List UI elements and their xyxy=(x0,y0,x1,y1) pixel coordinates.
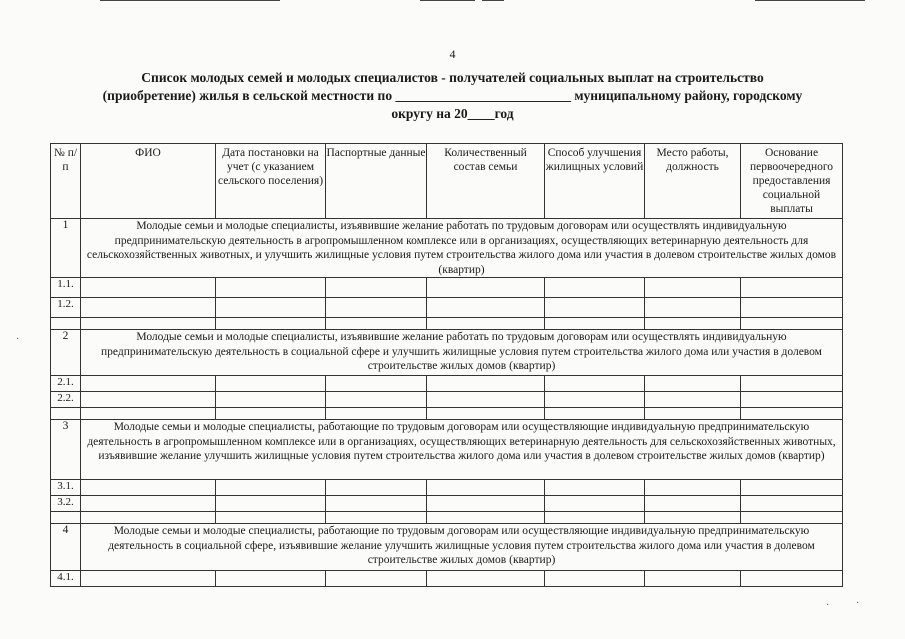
row-number: 2.2. xyxy=(51,392,81,408)
section-description: Молодые семьи и молодые специалисты, изъявившие желание работать по трудовым договорам или осуществлять индивидуальную предпринимательскую деятельность в агропромышленном комплексе или в организациях, осуществляющих ветеринарную деятельность для сельскохозяйственных животных, и улучшить жилищные условия путем строительства жилого дома или участия в долевом строительстве жилых домов (квартир) xyxy=(81,219,843,278)
header-cell-number: № п/п xyxy=(51,144,81,219)
scan-top-rule xyxy=(482,0,504,1)
title-line-1: Список молодых семей и молодых специалистов - получателей социальных выплат на строительство xyxy=(141,70,764,85)
title-line-3: округу на 20____год xyxy=(391,106,514,121)
table-header-row xyxy=(51,144,843,219)
scan-top-rule xyxy=(100,0,280,1)
header-cell-improvement-method: Способ улучшения жилищных условий xyxy=(545,144,645,219)
document-title xyxy=(40,69,865,123)
scan-top-rule xyxy=(420,0,475,1)
spacer-row xyxy=(51,408,843,420)
row-number: 4.1. xyxy=(51,571,81,587)
table-row xyxy=(51,496,843,512)
header-cell-family-size: Количественный состав семьи xyxy=(427,144,545,219)
header-cell-passport: Паспортные данные xyxy=(326,144,427,219)
page-number: 4 xyxy=(449,47,456,61)
header-cell-registration-date: Дата постановки на учет (с указанием сельского поселения) xyxy=(216,144,326,219)
section-row xyxy=(51,524,843,571)
table-row xyxy=(51,376,843,392)
section-description: Молодые семьи и молодые специалисты, работающие по трудовым договорам или осуществляющие индивидуальную предпринимательскую деятельность в агропромышленном комплексе или в организациях, осуществляющих ветеринарную деятельность для сельскохозяйственных животных, изъявившие желание улучшить жилищные условия путем строительства жилого дома или участия в долевом строительстве жилых домов (квартир) xyxy=(81,420,843,480)
title-line-2: (приобретение) жилья в сельской местности по __________________________ муниципальному району, городскому xyxy=(102,88,803,103)
table-row xyxy=(51,571,843,587)
section-description: Молодые семьи и молодые специалисты, работающие по трудовым договорам или осуществляющие индивидуальную предпринимательскую деятельность в социальной сфере, изъявившие желание улучшить жилищные условия путем строительства жилого дома или участия в долевом строительстве жилых домов (квартир) xyxy=(81,524,843,571)
row-number: 1.2. xyxy=(51,298,81,318)
section-row xyxy=(51,420,843,480)
table-row xyxy=(51,392,843,408)
header-cell-workplace: Место работы, должность xyxy=(645,144,741,219)
row-number: 3.1. xyxy=(51,480,81,496)
recipients-table xyxy=(50,143,843,587)
scan-speck: · xyxy=(856,598,860,609)
section-row xyxy=(51,330,843,376)
table-row xyxy=(51,480,843,496)
row-number: 3.2. xyxy=(51,496,81,512)
header-cell-priority-basis: Основание первоочередного предоставления социальной выплаты xyxy=(741,144,843,219)
section-row xyxy=(51,219,843,278)
section-number: 4 xyxy=(51,524,81,571)
section-number: 2 xyxy=(51,330,81,376)
scan-top-rule xyxy=(755,0,865,1)
section-description: Молодые семьи и молодые специалисты, изъявившие желание работать по трудовым договорам или осуществлять индивидуальную предпринимательскую деятельность в социальной сфере и улучшить жилищные условия путем строительства жилого дома или участия в долевом строительстве жилых домов (квартир) xyxy=(81,330,843,376)
scan-speck: · xyxy=(16,334,20,345)
section-number: 3 xyxy=(51,420,81,480)
scan-speck: · xyxy=(826,600,830,611)
row-number: 2.1. xyxy=(51,376,81,392)
row-number: 1.1. xyxy=(51,278,81,298)
table-row xyxy=(51,298,843,318)
table-row xyxy=(51,278,843,298)
spacer-row xyxy=(51,512,843,524)
section-number: 1 xyxy=(51,219,81,278)
spacer-row xyxy=(51,318,843,330)
header-cell-name: ФИО xyxy=(81,144,216,219)
